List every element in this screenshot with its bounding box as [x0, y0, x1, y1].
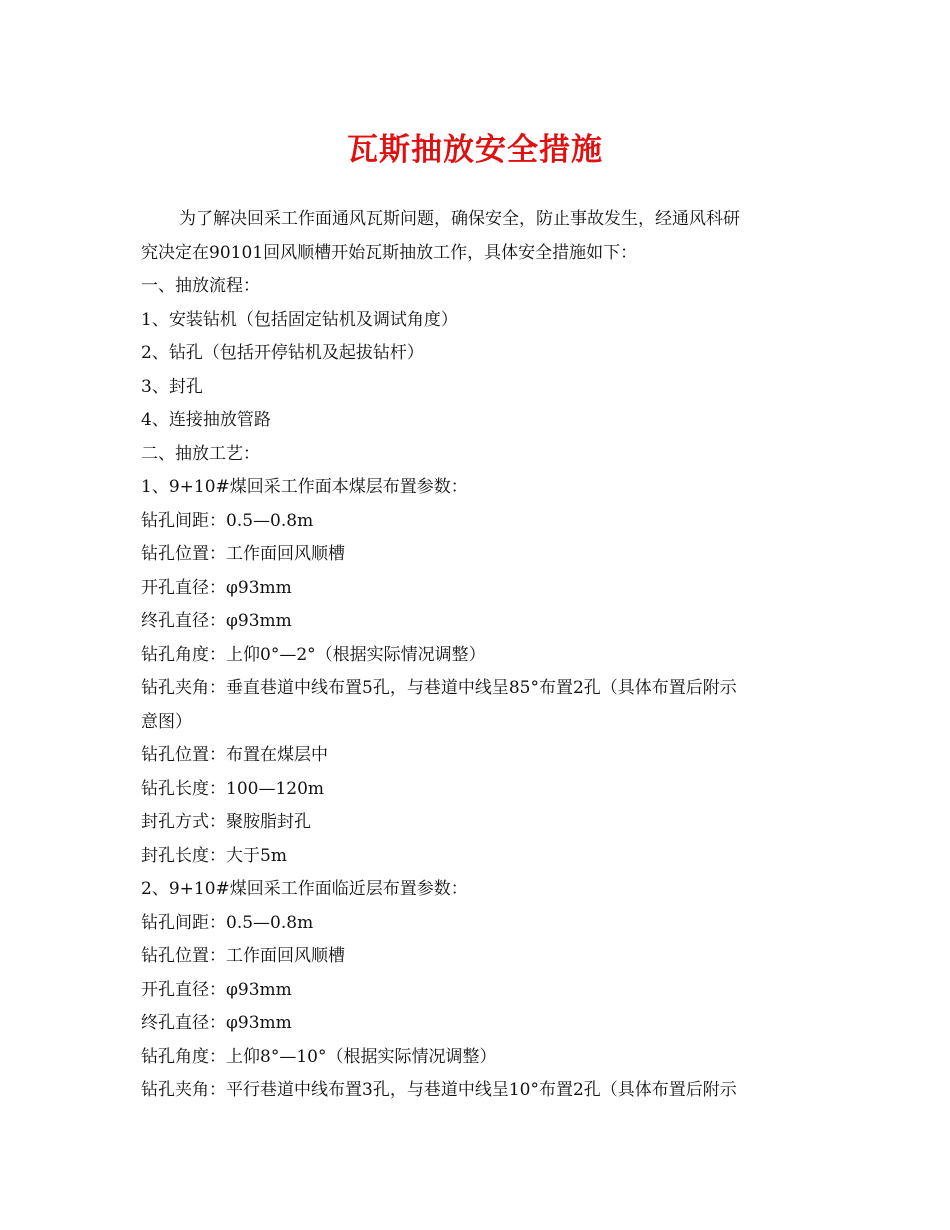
- intro-line: 为了解决回采工作面通风瓦斯问题，确保安全，防止事故发生，经通风科研: [179, 209, 740, 229]
- parameter-line: 钻孔角度：上仰0°—2°（根据实际情况调整）: [141, 644, 486, 665]
- parameter-line: 钻孔间距：0.5—0.8m: [141, 912, 314, 933]
- parameter-line: 钻孔位置：工作面回风顺槽: [141, 544, 345, 564]
- parameter-line: 钻孔间距：0.5—0.8m: [141, 510, 314, 531]
- list-item: 2、钻孔（包括开停钻机及起拔钻杆）: [141, 343, 424, 363]
- parameter-line: 钻孔位置：布置在煤层中: [141, 745, 328, 765]
- parameter-line: 终孔直径：φ93mm: [141, 611, 292, 631]
- list-item: 1、安装钻机（包括固定钻机及调试角度）: [141, 309, 458, 330]
- parameter-line: 钻孔位置：工作面回风顺槽: [141, 946, 345, 966]
- parameter-line: 封孔方式：聚胺脂封孔: [141, 812, 311, 832]
- parameter-line: 开孔直径：φ93mm: [141, 577, 292, 598]
- list-item: 3、封孔: [141, 376, 203, 397]
- intro-line: 究决定在90101回风顺槽开始瓦斯抽放工作，具体安全措施如下：: [141, 242, 638, 263]
- parameter-line: 钻孔角度：上仰8°—10°（根据实际情况调整）: [141, 1046, 497, 1067]
- document-title: 瓦斯抽放安全措施: [347, 132, 603, 168]
- parameter-line: 钻孔夹角：垂直巷道中线布置5孔，与巷道中线呈85°布置2孔（具体布置后附示: [141, 678, 737, 698]
- parameter-line: 终孔直径：φ93mm: [141, 1013, 292, 1033]
- subsection-heading: 1、9+10#煤回采工作面本煤层布置参数：: [141, 477, 468, 497]
- list-item: 4、连接抽放管路: [141, 410, 271, 430]
- document-body: [141, 203, 813, 1108]
- parameter-line: 钻孔夹角：平行巷道中线布置3孔，与巷道中线呈10°布置2孔（具体布置后附示: [141, 1080, 737, 1100]
- section-heading: 一、抽放流程：: [141, 276, 260, 296]
- parameter-line: 钻孔长度：100—120m: [141, 778, 325, 799]
- subsection-heading: 2、9+10#煤回采工作面临近层布置参数：: [141, 879, 468, 899]
- parameter-line: 开孔直径：φ93mm: [141, 979, 292, 1000]
- parameter-line: 封孔长度：大于5m: [141, 845, 287, 866]
- section-heading: 二、抽放工艺：: [141, 443, 260, 464]
- parameter-line: 意图）: [141, 711, 192, 732]
